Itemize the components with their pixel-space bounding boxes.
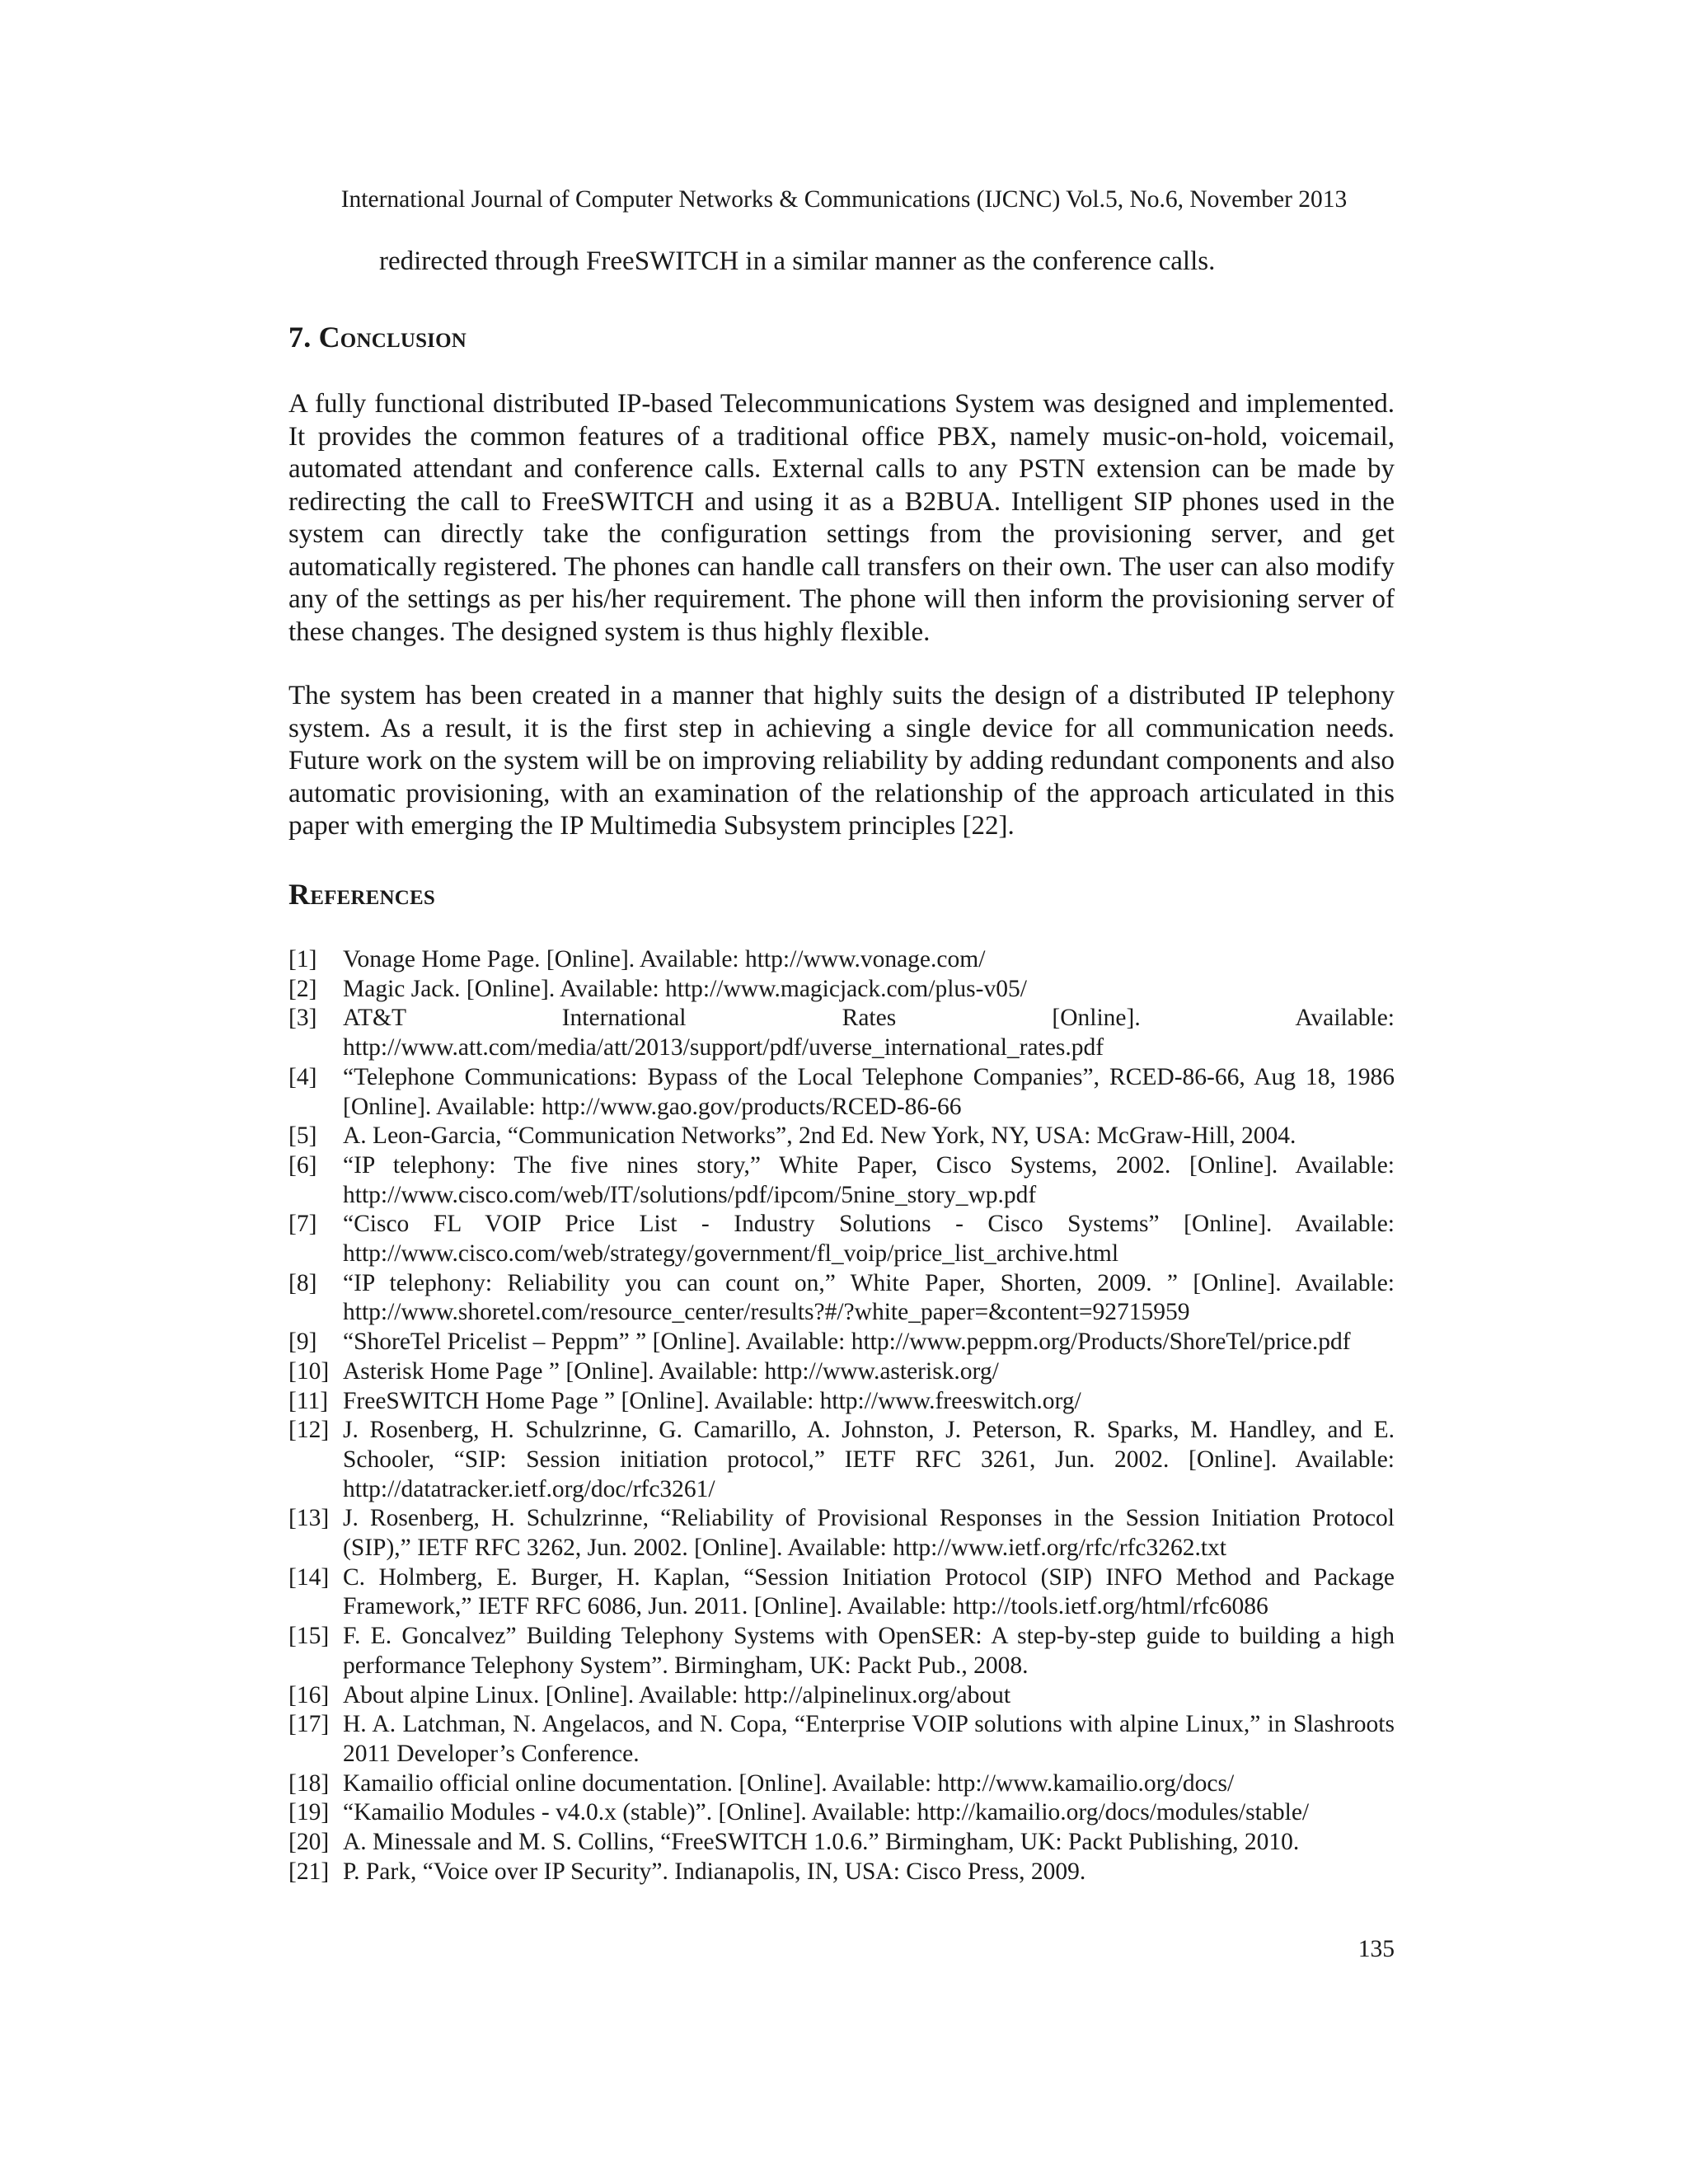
reference-item: [288, 1798, 1395, 1828]
reference-text: “Telephone Communications: Bypass of the Local Telephone Companies”, RCED-86-66, Aug 18, 1986 [Online]. Available: http://www.gao.gov/products/RCED-86-66: [343, 1063, 1395, 1120]
reference-number: [14]: [288, 1563, 330, 1591]
reference-text: A. Leon-Garcia, “Communication Networks”, 2nd Ed. New York, NY, USA: McGraw-Hill, 2004.: [343, 1122, 1296, 1150]
reference-number: [4]: [288, 1063, 317, 1090]
reference-text: “IP telephony: The five nines story,” White Paper, Cisco Systems, 2002. [Online]. Available: http://www.cisco.com/web/IT/solutions/pdf/ipcom/5nine_story_wp.pdf: [343, 1151, 1395, 1208]
reference-item: [288, 1622, 1395, 1680]
reference-text: “Cisco FL VOIP Price List - Industry Solutions - Cisco Systems” [Online]. Available: http://www.cisco.com/web/strategy/government/fl_voip/price_list_archive.html: [343, 1211, 1395, 1268]
reference-text: AT&T International Rates [Online]. Available: http://www.att.com/media/att/2013/support/pdf/uverse_international_rates.pdf: [343, 1005, 1395, 1062]
reference-number: [17]: [288, 1711, 330, 1738]
reference-item: [288, 1681, 1395, 1711]
reference-text: Asterisk Home Page ” [Online]. Available: http://www.asterisk.org/: [343, 1357, 999, 1385]
reference-number: [21]: [288, 1858, 330, 1885]
reference-text: “IP telephony: Reliability you can count on,” White Paper, Shorten, 2009. ” [Online]. Available: http://www.shoretel.com/resource_center/results?#/?white_paper=&content=92715959: [343, 1269, 1395, 1326]
reference-item: [288, 1769, 1395, 1799]
reference-number: [3]: [288, 1005, 317, 1032]
reference-item: [288, 1710, 1395, 1769]
reference-text: Vonage Home Page. [Online]. Available: http://www.vonage.com/: [343, 946, 986, 972]
reference-item: [288, 1504, 1395, 1563]
conclusion-heading: 7. Conclusion: [288, 321, 467, 354]
reference-text: A. Minessale and M. S. Collins, “FreeSWITCH 1.0.6.” Birmingham, UK: Packt Publishing, 2010.: [343, 1829, 1300, 1856]
reference-number: [1]: [288, 946, 317, 972]
reference-item: [288, 1004, 1395, 1062]
reference-item: [288, 1416, 1395, 1504]
reference-number: [13]: [288, 1505, 330, 1532]
reference-number: [20]: [288, 1829, 330, 1856]
reference-number: [12]: [288, 1417, 330, 1444]
reference-number: [5]: [288, 1122, 317, 1150]
reference-number: [8]: [288, 1269, 317, 1296]
reference-item: [288, 1828, 1395, 1858]
reference-item: [288, 945, 1395, 975]
reference-item: [288, 1210, 1395, 1268]
reference-list: [288, 945, 1395, 1887]
reference-number: [18]: [288, 1769, 330, 1797]
reference-number: [19]: [288, 1799, 330, 1826]
page-number: 135: [1357, 1936, 1395, 1962]
reference-number: [6]: [288, 1151, 317, 1179]
reference-number: [11]: [288, 1387, 329, 1414]
conclusion-paragraph-1: A fully functional distributed IP-based Telecommunications System was designed and implemented. It provides the common features of a traditional office PBX, namely music-on-hold, voicemail, automated attendant and conference calls. External calls to any PSTN extension can be made by redirecting the call to FreeSWITCH and using it as a B2BUA. Intelligent SIP phones used in the system can directly take the configuration settings from the provisioning server, and get automatically registered. The phones can handle call transfers on their own. The user can also modify any of the settings as per his/her requirement. The phone will then inform the provisioning server of these changes. The designed system is thus highly flexible.: [288, 389, 1395, 647]
reference-text: Kamailio official online documentation. [Online]. Available: http://www.kamailio.org/docs/: [343, 1769, 1235, 1797]
reference-text: “Kamailio Modules - v4.0.x (stable)”. [Online]. Available: http://kamailio.org/docs/modules/stable/: [343, 1799, 1310, 1826]
reference-number: [15]: [288, 1623, 330, 1650]
running-header: International Journal of Computer Networks & Communications (IJCNC) Vol.5, No.6, November 2013: [340, 186, 1348, 213]
references-heading: References: [288, 878, 436, 911]
reference-number: [10]: [288, 1357, 330, 1385]
reference-number: [16]: [288, 1681, 330, 1708]
reference-item: [288, 1328, 1395, 1357]
reference-text: About alpine Linux. [Online]. Available: http://alpinelinux.org/about: [343, 1681, 1011, 1708]
reference-text: J. Rosenberg, H. Schulzrinne, G. Camarillo, A. Johnston, J. Peterson, R. Sparks, M. Handley, and E. Schooler, “SIP: Session initiation protocol,” IETF RFC 3261, Jun. 2002. [Online]. Available: http://datatracker.ietf.org/doc/rfc3261/: [343, 1417, 1395, 1502]
conclusion-paragraph-2: The system has been created in a manner that highly suits the design of a distributed IP telephony system. As a result, it is the first step in achieving a single device for all communication needs. Future work on the system will be on improving reliability by adding redundant components and also automatic provisioning, with an examination of the relationship of the approach articulated in this paper with emerging the IP Multimedia Subsystem principles [22].: [288, 681, 1395, 841]
reference-item: [288, 1387, 1395, 1417]
reference-item: [288, 1563, 1395, 1622]
reference-item: [288, 1063, 1395, 1122]
reference-item: [288, 1269, 1395, 1328]
reference-item: [288, 1357, 1395, 1387]
reference-number: [2]: [288, 975, 317, 1002]
reference-item: [288, 1151, 1395, 1210]
carryover-text: redirected through FreeSWITCH in a similar manner as the conference calls.: [379, 246, 1216, 276]
reference-item: [288, 1122, 1395, 1151]
reference-text: C. Holmberg, E. Burger, H. Kaplan, “Session Initiation Protocol (SIP) INFO Method and Package Framework,” IETF RFC 6086, Jun. 2011. [Online]. Available: http://tools.ietf.org/html/rfc6086: [343, 1563, 1395, 1620]
reference-text: P. Park, “Voice over IP Security”. Indianapolis, IN, USA: Cisco Press, 2009.: [343, 1858, 1086, 1885]
reference-text: FreeSWITCH Home Page ” [Online]. Available: http://www.freeswitch.org/: [343, 1387, 1081, 1414]
reference-number: [9]: [288, 1329, 317, 1356]
reference-text: Magic Jack. [Online]. Available: http://www.magicjack.com/plus-v05/: [343, 975, 1027, 1002]
reference-text: J. Rosenberg, H. Schulzrinne, “Reliability of Provisional Responses in the Session Initiation Protocol (SIP),” IETF RFC 3262, Jun. 2002. [Online]. Available: http://www.ietf.org/rfc/rfc3262.txt: [343, 1505, 1395, 1562]
reference-number: [7]: [288, 1211, 317, 1238]
reference-item: [288, 1858, 1395, 1887]
reference-text: “ShoreTel Pricelist – Peppm” ” [Online]. Available: http://www.peppm.org/Products/ShoreTel/price.pdf: [343, 1329, 1351, 1356]
reference-text: F. E. Goncalvez” Building Telephony Systems with OpenSER: A step-by-step guide to building a high performance Telephony System”. Birmingham, UK: Packt Pub., 2008.: [343, 1623, 1395, 1679]
reference-item: [288, 975, 1395, 1005]
reference-text: H. A. Latchman, N. Angelacos, and N. Copa, “Enterprise VOIP solutions with alpine Linux,” in Slashroots 2011 Developer’s Conference.: [343, 1711, 1395, 1767]
